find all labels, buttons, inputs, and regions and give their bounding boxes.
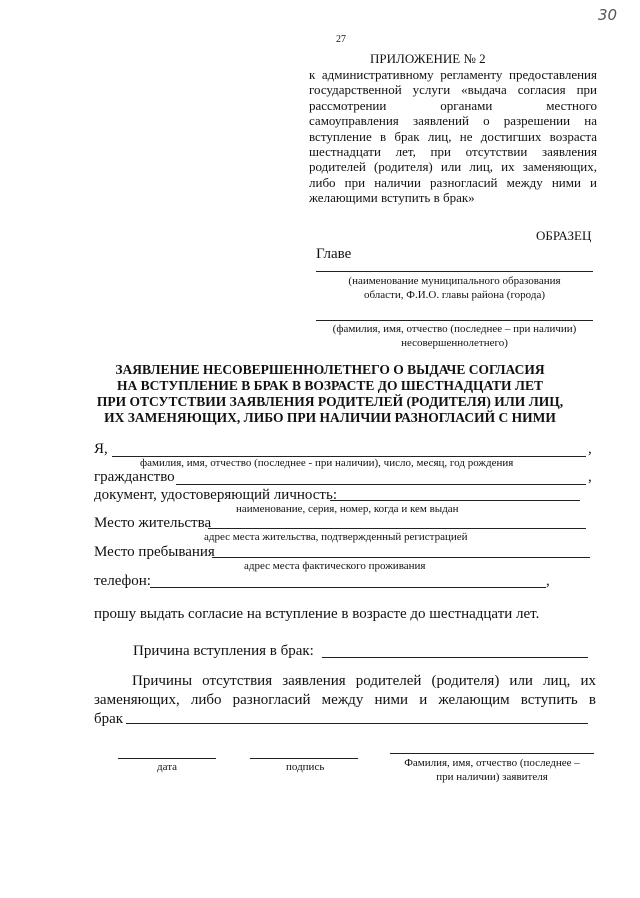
absence-line: Причины отсутствия заявления родителей (родителя) или лиц, их xyxy=(132,673,596,689)
page-number: 30 xyxy=(598,6,618,24)
reason-label: Причина вступления в брак: xyxy=(133,643,314,659)
addressee-hint-1 xyxy=(316,274,593,302)
residence-label: Место жительства xyxy=(94,515,212,531)
phone-field[interactable] xyxy=(150,587,546,588)
top-mark: 27 xyxy=(336,34,346,45)
appendix-title: ПРИЛОЖЕНИЕ № 2 xyxy=(370,51,486,66)
citizenship-label: гражданство xyxy=(94,469,175,485)
appendix-line: желающими вступить в брак» xyxy=(309,190,475,206)
heading-line: ИХ ЗАМЕНЯЮЩИХ, ЛИБО ПРИ НАЛИЧИИ РАЗНОГЛАСИЙ С НИМИ xyxy=(104,410,556,425)
citizenship-field[interactable] xyxy=(176,484,586,485)
heading-line: ПРИ ОТСУТСТВИИ ЗАЯВЛЕНИЯ РОДИТЕЛЕЙ (РОДИТЕЛЯ) ИЛИ ЛИЦ, xyxy=(96,394,564,409)
hint-text: области, Ф.И.О. главы района (города) xyxy=(363,289,546,301)
document-hint: наименование, серия, номер, когда и кем выдан xyxy=(236,503,459,515)
absence-field[interactable] xyxy=(126,723,588,724)
absence-line: заменяющих, либо разногласий между ними и желающим вступить в xyxy=(94,692,596,708)
appendix-line: вступление в брак лиц, не достигших возраста xyxy=(309,128,597,144)
fio-label xyxy=(390,756,594,784)
appendix-line: родителей (родителя) или лиц, их заменяющих, xyxy=(309,159,597,175)
document-heading xyxy=(60,362,600,426)
appendix-line: шестнадцати лет, при отсутствии заявления xyxy=(309,144,597,160)
comma: , xyxy=(588,441,592,457)
residence-field[interactable] xyxy=(208,528,586,529)
fio-text: Фамилия, имя, отчество (последнее – xyxy=(404,757,580,769)
addressee-line-2[interactable] xyxy=(316,320,593,321)
signature-field[interactable] xyxy=(250,758,358,759)
fio-field[interactable] xyxy=(390,753,594,754)
hint-text: (наименование муниципального образования xyxy=(348,275,561,287)
sample-label: ОБРАЗЕЦ xyxy=(536,228,592,243)
phone-label: телефон: xyxy=(94,573,151,589)
document-field[interactable] xyxy=(330,500,580,501)
addressee-line-1[interactable] xyxy=(316,271,593,272)
addressee-to: Главе xyxy=(316,246,352,262)
appendix-text xyxy=(309,67,597,206)
heading-line: ЗАЯВЛЕНИЕ НЕСОВЕРШЕННОЛЕТНЕГО О ВЫДАЧЕ СОГЛАСИЯ xyxy=(115,362,545,377)
ya-label: Я, xyxy=(94,441,108,457)
hint-text: (фамилия, имя, отчество (последнее – при наличии) xyxy=(332,323,577,335)
date-label: дата xyxy=(157,761,178,773)
stay-hint: адрес места фактического проживания xyxy=(244,560,426,572)
heading-line: НА ВСТУПЛЕНИЕ В БРАК В ВОЗРАСТЕ ДО ШЕСТНАДЦАТИ ЛЕТ xyxy=(116,378,543,393)
ya-hint: фамилия, имя, отчество (последнее - при наличии), число, месяц, год рождения xyxy=(140,457,514,469)
comma: , xyxy=(588,469,592,485)
absence-reasons xyxy=(94,672,596,729)
stay-field[interactable] xyxy=(212,557,590,558)
absence-line: брак xyxy=(94,711,124,727)
addressee-hint-2 xyxy=(316,322,593,350)
date-field[interactable] xyxy=(118,758,216,759)
appendix-line: к административному регламенту предоставления xyxy=(309,67,597,82)
appendix-line: государственной услуги «выдача согласия при xyxy=(309,82,597,98)
comma: , xyxy=(546,573,550,589)
appendix-line: либо при наличии разногласий между ними и xyxy=(309,174,597,190)
stay-label: Место пребывания xyxy=(94,544,215,560)
fio-text: при наличии) заявителя xyxy=(436,771,548,783)
document-label: документ, удостоверяющий личность: xyxy=(94,487,337,503)
appendix-line: самоуправления заявлений о разрешении на xyxy=(309,113,597,129)
request-text: прошу выдать согласие на вступление в возрасте до шестнадцати лет. xyxy=(94,606,540,622)
hint-text: несовершеннолетнего) xyxy=(401,337,508,349)
signature-label: подпись xyxy=(286,761,325,773)
appendix-line: рассмотрении органами местного xyxy=(309,97,597,113)
residence-hint: адрес места жительства, подтвержденный регистрацией xyxy=(204,531,468,543)
reason-field[interactable] xyxy=(322,657,588,658)
